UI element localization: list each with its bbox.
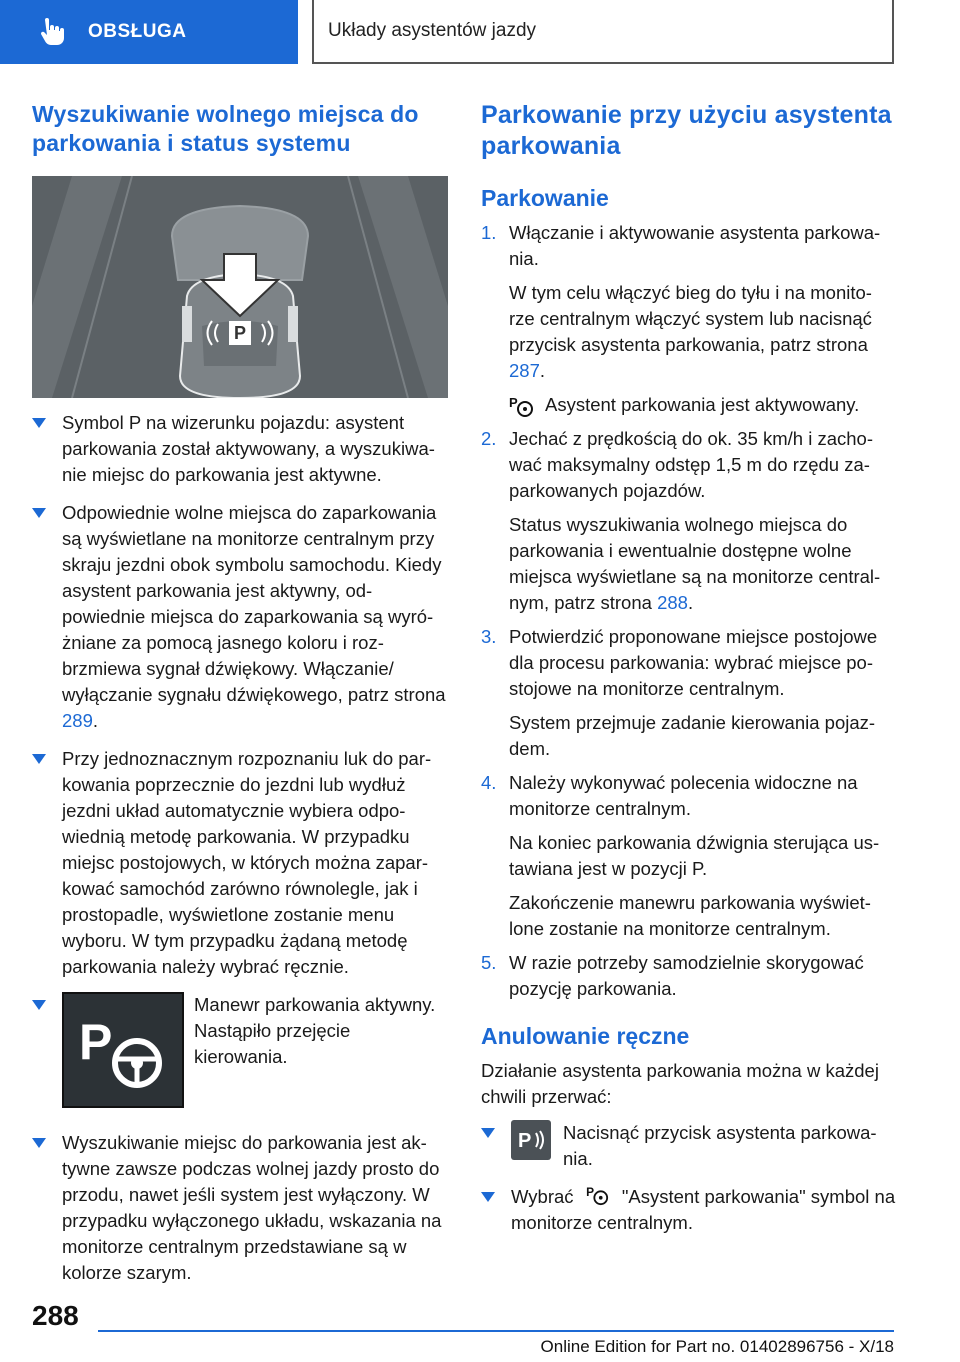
svg-text:P: P xyxy=(509,395,518,410)
car-display-illustration xyxy=(32,176,448,398)
breadcrumb-label: Układy asystentów jazdy xyxy=(328,20,537,41)
bullet-triangle-icon xyxy=(32,1000,46,1010)
page-link-287[interactable]: 287 xyxy=(509,360,540,381)
step-item: 3. Potwierdzić proponowane miejsce postojowe dla procesu parkowania: wybrać miejsce po-stojowe na monitorze centralnym. System przejmuje zadanie kierowania pojaz-dem. xyxy=(481,626,878,759)
list-item: Wybrać P "Asystent parkowania" symbol na monitorze centralnym. xyxy=(481,1184,896,1236)
step-item: 5. W razie potrzeby samodzielnie skorygować pozycję parkowania. xyxy=(481,952,864,999)
parking-steering-icon xyxy=(62,992,184,1108)
bullet-triangle-icon xyxy=(481,1128,495,1138)
list-item: P Nacisnąć przycisk asystenta parkowa-nia. xyxy=(481,1120,896,1172)
section-tab xyxy=(0,0,298,64)
svg-text:P: P xyxy=(585,1184,594,1199)
svg-text:P: P xyxy=(518,1130,532,1152)
page-link-288[interactable]: 288 xyxy=(657,592,688,613)
list-item: Przy jednoznacznym rozpoznaniu luk do par-kowania poprzecznie do jezdni lub wydłuż jezdni układ automatycznie wybiera odpo-wiednią metodę parkowania. W przypadku miejsc postojowych, w których można zapar-kować samochód zarówno równolegle, jak i prostopadle, wyświetlone zostanie menu wyboru. W tym przypadku żądaną metodę parkowania należy wybrać ręcznie. xyxy=(32,746,448,980)
list-item: P Manewr parkowania aktywny. Nastąpiło przejęcie kierowania. xyxy=(32,992,448,1108)
left-heading: Wyszukiwanie wolnego miejsca do parkowania i status systemu xyxy=(32,101,419,156)
parking-assist-icon xyxy=(509,394,535,418)
bullet-triangle-icon xyxy=(481,1192,495,1202)
right-heading: Parkowanie przy użyciu asystenta parkowania xyxy=(481,101,892,160)
step-item: 1. Włączanie i aktywowanie asystenta parkowa-nia. W tym celu włączyć bieg do tyłu i na monito-rze centralnym włączyć system lub nacisnąć przycisk asystenta parkowania, patrz strona 287. P Asystent parkowania jest aktywowany. xyxy=(481,220,896,418)
breadcrumb xyxy=(312,0,894,64)
parking-assist-icon xyxy=(585,1184,611,1206)
status-bullet-list xyxy=(32,410,448,1286)
page-number: 288 xyxy=(32,1300,79,1331)
cancel-bullet-list xyxy=(481,1120,896,1236)
footer-divider xyxy=(98,1330,894,1332)
step-item: 4. Należy wykonywać polecenia widoczne na monitorze centralnym. Na koniec parkowania dźwignia sterująca us-tawiana jest w pozycji P. Zakończenie manewru parkowania wyświet-lone zostanie na monitorze centralnym. xyxy=(481,772,880,939)
list-item: Symbol P na wizerunku pojazdu: asystent parkowania został aktywowany, a wyszukiwa-nie miejsc do parkowania jest aktywne. xyxy=(32,410,448,488)
bullet-triangle-icon xyxy=(32,754,46,764)
svg-text:P: P xyxy=(79,1014,113,1070)
cancel-intro: Działanie asystenta parkowania można w każdej chwili przerwać: xyxy=(481,1060,879,1107)
bullet-triangle-icon xyxy=(32,418,46,428)
page-link-289[interactable]: 289 xyxy=(62,710,93,731)
bullet-triangle-icon xyxy=(32,1138,46,1148)
svg-text:P: P xyxy=(233,323,247,343)
list-item: Wyszukiwanie miejsc do parkowania jest ak-tywne zawsze podczas wolnej jazdy prosto do przodu, nawet jeśli system jest wyłączony. W przypadku wyłączonego układu, wskazania na monitorze centralnym przedstawiane są w kolorze szarym. xyxy=(32,1130,448,1286)
parking-search-figure xyxy=(32,176,448,398)
edition-note: Online Edition for Part no. 01402896756 - X/18 xyxy=(540,1337,894,1356)
left-column xyxy=(32,100,448,1298)
step-item: 2. Jechać z prędkością do ok. 35 km/h i zacho-wać maksymalny odstęp 1,5 m do rzędu za-parkowanych pojazdów. Status wyszukiwania wolnego miejsca do parkowania i ewentualnie dostępne wolne miejsca wyświetlane są na monitorze central-nym, patrz strona 288. xyxy=(481,428,881,613)
right-column xyxy=(481,100,896,1248)
subheading-anulowanie: Anulowanie ręczne xyxy=(481,1023,690,1049)
bullet-triangle-icon xyxy=(32,508,46,518)
subheading-parkowanie: Parkowanie xyxy=(481,185,609,211)
section-tab-label: OBSŁUGA xyxy=(88,21,187,42)
parking-button-icon xyxy=(511,1120,551,1160)
hand-pointer-icon xyxy=(36,17,66,47)
steps-list xyxy=(481,220,896,1002)
list-item: Odpowiednie wolne miejsca do zaparkowania są wyświetlane na monitorze centralnym przy skraju jezdni obok symbolu samochodu. Kiedy asystent parkowania jest aktywny, od-powiednie miejsca do zaparkowania są wyró-żniane za pomocą jasnego koloru i roz-brzmiewa sygnał dźwiękowy. Włączanie/ wyłączanie sygnału dźwiękowego, patrz strona 289. xyxy=(32,500,448,734)
